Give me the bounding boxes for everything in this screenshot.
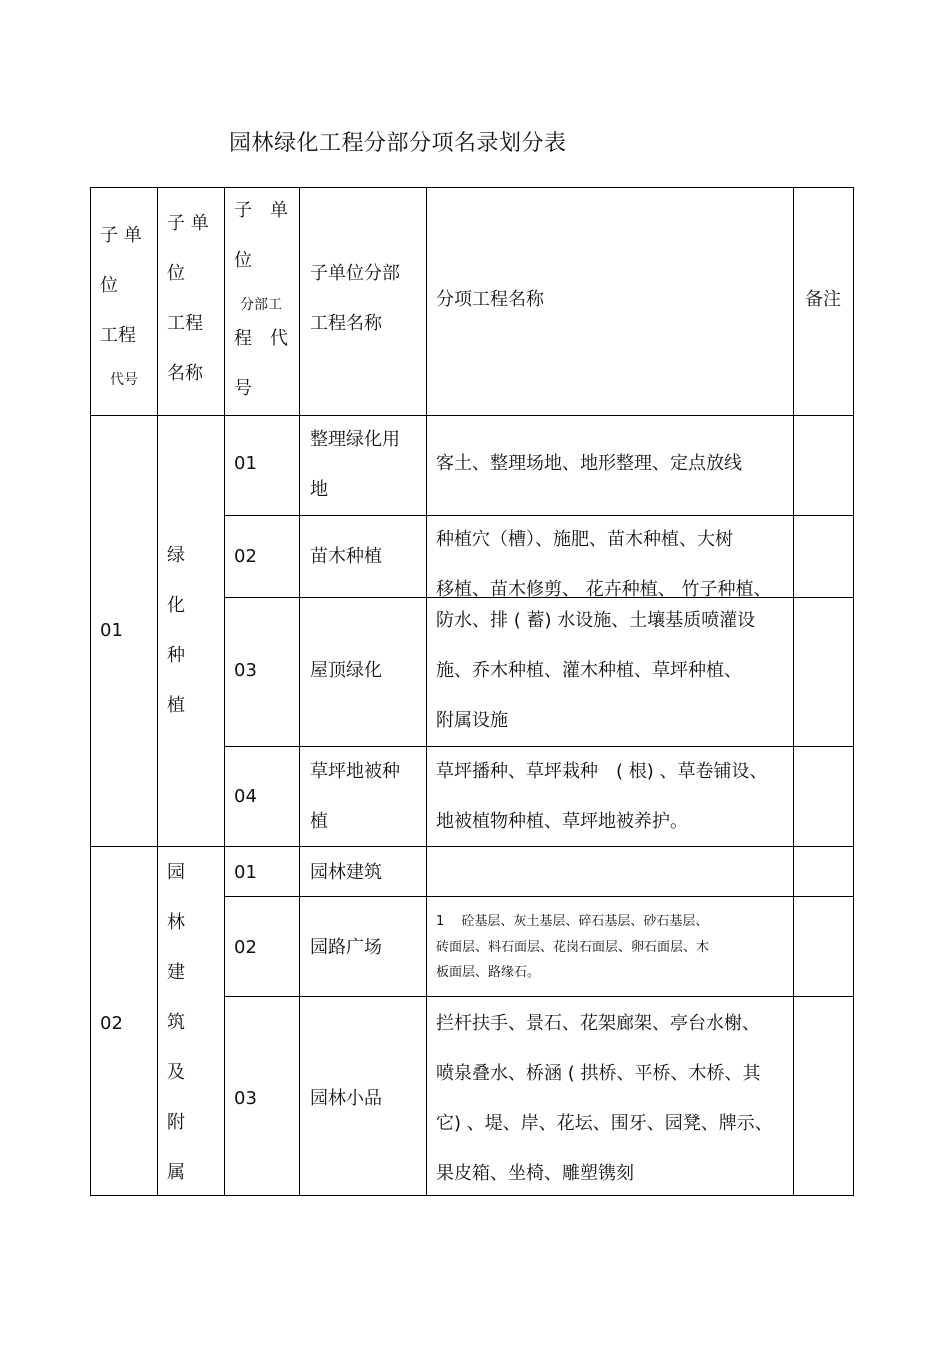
header-text: 位	[167, 263, 185, 284]
table-border-top	[90, 187, 854, 188]
header-text: 子 单	[234, 200, 288, 221]
division-code: 04	[234, 786, 257, 807]
item-names: 附属设施	[436, 710, 508, 731]
division-code: 02	[234, 546, 257, 567]
column-divider	[793, 187, 794, 1196]
division-name: 园林建筑	[310, 862, 382, 883]
group-name-char: 及	[167, 1062, 185, 1083]
item-names: 移植、苗木修剪、 花卉种植、 竹子种植、	[436, 579, 772, 597]
item-names: 喷泉叠水、桥涵 ( 拱桥、平桥、木桥、其	[436, 1063, 761, 1084]
header-text: 程 代	[234, 328, 288, 349]
header-text: 位	[234, 250, 252, 271]
group-name-char: 绿	[167, 545, 185, 566]
header-text: 分部工	[240, 297, 282, 313]
division-name: 屋顶绿化	[310, 660, 382, 681]
header-text: 子 单	[167, 213, 209, 234]
header-divider	[90, 415, 854, 416]
item-names: 草坪播种、草坪栽种 ( 根) 、草卷铺设、	[436, 761, 768, 782]
column-divider	[299, 187, 300, 1196]
group-name-char: 属	[167, 1162, 185, 1183]
division-name: 地	[310, 479, 328, 500]
group-code: 02	[100, 1013, 123, 1034]
item-names: 它) 、堤、岸、花坛、围牙、园凳、牌示、	[436, 1113, 773, 1134]
header-text: 工程	[167, 313, 203, 334]
group-name-char: 筑	[167, 1012, 185, 1033]
row-divider	[225, 996, 854, 997]
division-code: 02	[234, 937, 257, 958]
group-name-char: 建	[167, 962, 185, 983]
division-name: 苗木种植	[310, 546, 382, 567]
division-code: 01	[234, 862, 257, 883]
header-text: 子 单	[100, 225, 142, 246]
clipped-cell	[426, 560, 793, 597]
header-text: 位	[100, 275, 118, 296]
division-name: 园路广场	[310, 937, 382, 958]
division-code: 03	[234, 1088, 257, 1109]
item-names: 客土、整理场地、地形整理、定点放线	[436, 453, 742, 474]
header-text: 子单位分部	[310, 263, 400, 284]
table-border-left	[90, 187, 91, 1196]
header-item-name: 分项工程名称	[436, 289, 544, 310]
group-name-char: 种	[167, 645, 185, 666]
item-names: 种植穴（槽）、施肥、苗木种植、大树	[436, 529, 733, 550]
group-name-char: 化	[167, 595, 185, 616]
division-name: 植	[310, 811, 328, 832]
group-name-char: 植	[167, 695, 185, 716]
item-names: 果皮箱、坐椅、雕塑镌刻	[436, 1163, 634, 1184]
header-text: 号	[234, 378, 252, 399]
item-names: 砖面层、料石面层、花岗石面层、卵石面层、木	[436, 940, 710, 955]
division-name: 园林小品	[310, 1088, 382, 1109]
division-code: 03	[234, 660, 257, 681]
item-names: 拦杆扶手、景石、花架廊架、亭台水榭、	[436, 1013, 760, 1034]
group-name-char: 园	[167, 862, 185, 883]
header-remarks: 备注	[805, 289, 841, 310]
group-code: 01	[100, 620, 123, 641]
division-code: 01	[234, 453, 257, 474]
page-title: 园林绿化工程分部分项名录划分表	[229, 131, 567, 156]
header-text: 工程	[100, 325, 136, 346]
division-name: 草坪地被种	[310, 761, 400, 782]
item-names: 1 砼基层、灰土基层、碎石基层、砂石基层、	[436, 914, 709, 929]
table-border-right	[853, 187, 854, 1196]
division-name: 整理绿化用	[310, 429, 400, 450]
group-name-char: 附	[167, 1112, 185, 1133]
item-names: 地被植物种植、草坪地被养护。	[436, 811, 688, 832]
item-names: 施、乔木种植、灌木种植、草坪种植、	[436, 660, 742, 681]
header-text: 代号	[110, 372, 138, 388]
column-divider	[157, 187, 158, 1196]
header-text: 工程名称	[310, 313, 382, 334]
column-divider	[426, 187, 427, 1196]
item-names: 防水、排 ( 蓄) 水设施、土壤基质喷灌设	[436, 610, 756, 631]
header-text: 名称	[167, 363, 203, 384]
group-name-char: 林	[167, 912, 185, 933]
column-divider	[224, 187, 225, 1196]
item-names: 板面层、路缘石。	[436, 965, 541, 980]
